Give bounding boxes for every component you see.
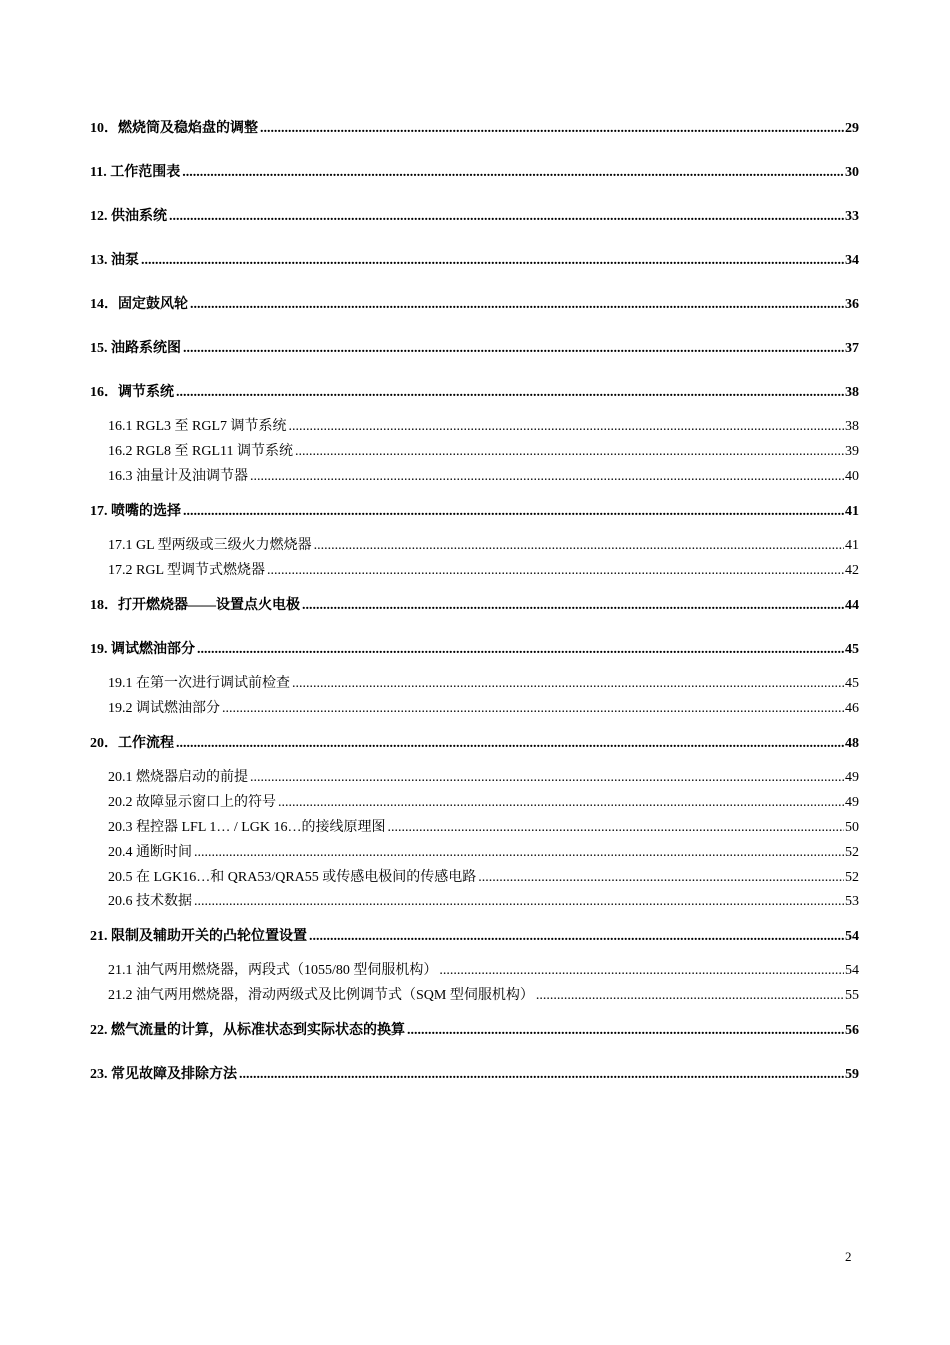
toc-dot-leader bbox=[250, 469, 844, 485]
toc-subentry[interactable] bbox=[108, 984, 859, 1004]
toc-entry[interactable] bbox=[90, 594, 859, 614]
toc-entry-title: 20.2 故障显示窗口上的符号 bbox=[108, 795, 276, 810]
toc-entry-title: 17.1 GL 型两级或三级火力燃烧器 bbox=[108, 538, 312, 553]
toc-dot-leader bbox=[295, 444, 844, 460]
toc-entry-page: 49 bbox=[845, 795, 859, 810]
toc-entry-title: 16．调节系统 bbox=[90, 385, 174, 400]
toc-entry-page: 41 bbox=[845, 538, 859, 553]
toc-entry[interactable] bbox=[90, 161, 859, 181]
toc-entry-page: 54 bbox=[845, 963, 859, 978]
toc-entry-page: 37 bbox=[845, 341, 859, 356]
toc-entry-page: 33 bbox=[845, 209, 859, 224]
toc-dot-leader bbox=[260, 121, 844, 137]
toc-entry[interactable] bbox=[90, 732, 859, 752]
toc-entry-title: 18．打开燃烧器——设置点火电极 bbox=[90, 598, 300, 613]
toc-dot-leader bbox=[176, 736, 844, 752]
toc-entry-page: 52 bbox=[845, 870, 859, 885]
toc-entry-page: 45 bbox=[845, 676, 859, 691]
toc-entry-page: 38 bbox=[845, 385, 859, 400]
toc-entry-page: 56 bbox=[845, 1023, 859, 1038]
toc-entry-page: 39 bbox=[845, 444, 859, 459]
toc-dot-leader bbox=[388, 820, 844, 836]
toc-entry-title: 19.1 在第一次进行调试前检查 bbox=[108, 676, 290, 691]
toc-entry-title: 16.2 RGL8 至 RGL11 调节系统 bbox=[108, 444, 293, 459]
toc-entry-page: 44 bbox=[845, 598, 859, 613]
toc-entry-title: 16.3 油量计及油调节器 bbox=[108, 469, 248, 484]
toc-dot-leader bbox=[314, 538, 844, 554]
toc-entry-page: 40 bbox=[845, 469, 859, 484]
toc-entry[interactable] bbox=[90, 1019, 859, 1039]
toc-entry-page: 48 bbox=[845, 736, 859, 751]
toc-entry-page: 34 bbox=[845, 253, 859, 268]
toc-entry-title: 20.5 在 LGK16…和 QRA53/QRA55 或传感电极间的传感电路 bbox=[108, 870, 477, 885]
toc-entry-title: 19. 调试燃油部分 bbox=[90, 642, 195, 657]
toc-entry-page: 52 bbox=[845, 845, 859, 860]
toc-subentry[interactable] bbox=[108, 841, 859, 861]
toc-subentry[interactable] bbox=[108, 959, 859, 979]
toc-entry-title: 22. 燃气流量的计算，从标准状态到实际状态的换算 bbox=[90, 1023, 405, 1038]
toc-dot-leader bbox=[267, 563, 844, 579]
toc-entry[interactable] bbox=[90, 205, 859, 225]
toc-dot-leader bbox=[309, 929, 844, 945]
toc-subentry[interactable] bbox=[108, 791, 859, 811]
toc-dot-leader bbox=[222, 701, 844, 717]
toc-entry[interactable] bbox=[90, 638, 859, 658]
toc-entry-page: 36 bbox=[845, 297, 859, 312]
toc-subentry[interactable] bbox=[108, 697, 859, 717]
toc-entry[interactable] bbox=[90, 249, 859, 269]
toc-entry-title: 20.4 通断时间 bbox=[108, 845, 192, 860]
toc-subentry[interactable] bbox=[108, 890, 859, 910]
toc-entry-page: 41 bbox=[845, 504, 859, 519]
toc-entry[interactable] bbox=[90, 337, 859, 357]
toc-entry-title: 21. 限制及辅助开关的凸轮位置设置 bbox=[90, 929, 307, 944]
toc-subentry[interactable] bbox=[108, 816, 859, 836]
toc-dot-leader bbox=[190, 297, 844, 313]
toc-subentry[interactable] bbox=[108, 440, 859, 460]
toc-dot-leader bbox=[176, 385, 844, 401]
toc-dot-leader bbox=[536, 988, 844, 1004]
toc-entry[interactable] bbox=[90, 117, 859, 137]
toc-dot-leader bbox=[141, 253, 844, 269]
toc-entry-title: 20.1 燃烧器启动的前提 bbox=[108, 770, 248, 785]
toc-subentry[interactable] bbox=[108, 534, 859, 554]
toc-dot-leader bbox=[197, 642, 844, 658]
toc-entry[interactable] bbox=[90, 293, 859, 313]
toc-dot-leader bbox=[183, 504, 844, 520]
toc-dot-leader bbox=[292, 676, 844, 692]
toc-entry-title: 17. 喷嘴的选择 bbox=[90, 504, 181, 519]
toc-entry-page: 59 bbox=[845, 1067, 859, 1082]
toc-entry-title: 21.1 油气两用燃烧器，两段式（1055/80 型伺服机构） bbox=[108, 963, 438, 978]
toc-entry[interactable] bbox=[90, 1063, 859, 1083]
toc-entry-title: 12. 供油系统 bbox=[90, 209, 167, 224]
toc-subentry[interactable] bbox=[108, 415, 859, 435]
toc-dot-leader bbox=[439, 963, 844, 979]
toc-entry-page: 30 bbox=[845, 165, 859, 180]
toc-entry-page: 54 bbox=[845, 929, 859, 944]
toc-entry-title: 14．固定鼓风轮 bbox=[90, 297, 188, 312]
toc-entry-title: 19.2 调试燃油部分 bbox=[108, 701, 220, 716]
toc-entry-page: 45 bbox=[845, 642, 859, 657]
toc-entry-title: 16.1 RGL3 至 RGL7 调节系统 bbox=[108, 419, 287, 434]
toc-subentry[interactable] bbox=[108, 866, 859, 886]
toc-dot-leader bbox=[407, 1023, 844, 1039]
toc-entry[interactable] bbox=[90, 500, 859, 520]
toc-entry-title: 20.3 程控器 LFL 1… / LGK 16…的接线原理图 bbox=[108, 820, 386, 835]
toc-subentry[interactable] bbox=[108, 465, 859, 485]
toc-dot-leader bbox=[169, 209, 844, 225]
toc-dot-leader bbox=[289, 419, 845, 435]
toc-entry-title: 21.2 油气两用燃烧器，滑动两级式及比例调节式（SQM 型伺服机构） bbox=[108, 988, 534, 1003]
toc-entry-page: 29 bbox=[845, 121, 859, 136]
toc-dot-leader bbox=[182, 165, 844, 181]
toc-entry-page: 55 bbox=[845, 988, 859, 1003]
toc-entry-title: 10．燃烧筒及稳焰盘的调整 bbox=[90, 121, 258, 136]
toc-entry-page: 46 bbox=[845, 701, 859, 716]
toc-entry-title: 15. 油路系统图 bbox=[90, 341, 181, 356]
toc-entry-page: 38 bbox=[845, 419, 859, 434]
page-number: 2 bbox=[845, 1249, 852, 1264]
toc-entry-title: 13. 油泵 bbox=[90, 253, 139, 268]
toc-entry-page: 42 bbox=[845, 563, 859, 578]
toc-entry[interactable] bbox=[90, 381, 859, 401]
toc-dot-leader bbox=[194, 845, 844, 861]
toc-entry-title: 20．工作流程 bbox=[90, 736, 174, 751]
toc-subentry[interactable] bbox=[108, 766, 859, 786]
toc-subentry[interactable] bbox=[108, 672, 859, 692]
toc-entry[interactable] bbox=[90, 925, 859, 945]
toc-dot-leader bbox=[278, 795, 844, 811]
toc-dot-leader bbox=[194, 894, 844, 910]
toc-entry-page: 53 bbox=[845, 894, 859, 909]
toc-entry-title: 11. 工作范围表 bbox=[90, 165, 181, 180]
toc-dot-leader bbox=[239, 1067, 844, 1083]
toc-dot-leader bbox=[183, 341, 844, 357]
toc-entry-title: 20.6 技术数据 bbox=[108, 894, 192, 909]
toc-entry-title: 23. 常见故障及排除方法 bbox=[90, 1067, 237, 1082]
toc-entry-page: 50 bbox=[845, 820, 859, 835]
toc-entry-title: 17.2 RGL 型调节式燃烧器 bbox=[108, 563, 265, 578]
toc-dot-leader bbox=[302, 598, 844, 614]
toc-subentry[interactable] bbox=[108, 559, 859, 579]
toc-entry-page: 49 bbox=[845, 770, 859, 785]
toc-dot-leader bbox=[250, 770, 844, 786]
toc-dot-leader bbox=[478, 870, 844, 886]
